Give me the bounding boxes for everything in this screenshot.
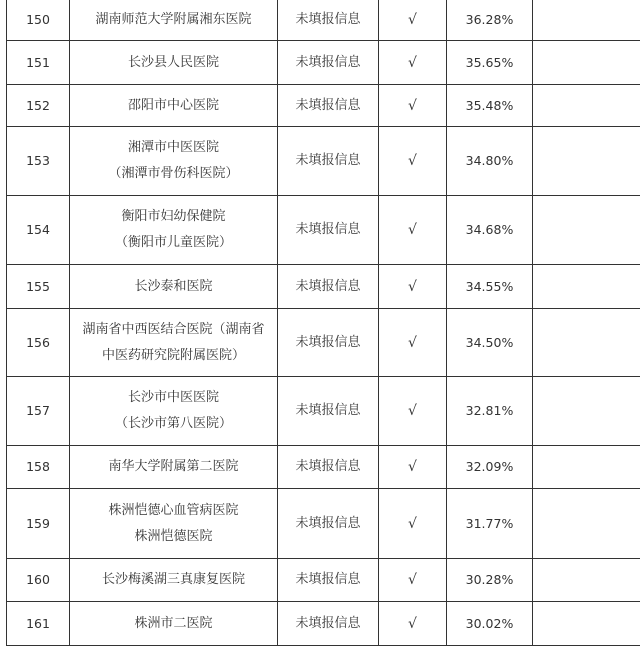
row-number: 155	[7, 265, 70, 309]
hospital-name	[70, 85, 278, 127]
check-mark: √	[379, 602, 447, 646]
percentage-value: 36.28%	[447, 0, 533, 41]
empty-cell	[533, 265, 640, 309]
report-status: 未填报信息	[278, 559, 379, 602]
empty-cell	[533, 0, 640, 41]
hospital-name	[70, 196, 278, 265]
empty-cell	[533, 602, 640, 646]
table-row	[7, 85, 640, 127]
table-row	[7, 602, 640, 646]
report-status: 未填报信息	[278, 265, 379, 309]
report-status: 未填报信息	[278, 602, 379, 646]
row-number: 160	[7, 559, 70, 602]
check-mark: √	[379, 196, 447, 265]
row-number: 150	[7, 0, 70, 41]
hospital-name-line: 南华大学附属第二医院	[108, 459, 239, 474]
empty-cell	[533, 559, 640, 602]
percentage-value: 30.28%	[447, 559, 533, 602]
check-mark: √	[379, 446, 447, 489]
report-status: 未填报信息	[278, 41, 379, 85]
hospital-name	[70, 265, 278, 309]
hospital-name-line: 长沙泰和医院	[134, 278, 213, 294]
report-status: 未填报信息	[278, 377, 379, 446]
hospital-name	[70, 41, 278, 85]
percentage-value: 31.77%	[447, 489, 533, 559]
table-row	[7, 0, 640, 41]
row-number: 158	[7, 446, 70, 489]
percentage-value: 35.65%	[447, 41, 533, 85]
empty-cell	[533, 309, 640, 377]
table-row	[7, 309, 640, 377]
empty-cell	[533, 446, 640, 489]
percentage-value: 34.80%	[447, 127, 533, 196]
percentage-value: 32.09%	[447, 446, 533, 489]
check-mark: √	[379, 85, 447, 127]
row-number: 154	[7, 196, 70, 265]
report-status: 未填报信息	[278, 489, 379, 559]
hospital-name-line: 湖南师范大学附属湘东医院	[95, 12, 252, 27]
report-status: 未填报信息	[278, 127, 379, 196]
table-row	[7, 265, 640, 309]
hospital-name-line: 长沙市中医医院	[127, 390, 219, 405]
percentage-value: 30.02%	[447, 602, 533, 646]
hospital-name	[70, 559, 278, 602]
row-number: 159	[7, 489, 70, 559]
hospital-table	[6, 0, 640, 646]
table-row	[7, 559, 640, 602]
check-mark: √	[379, 309, 447, 377]
table-row	[7, 377, 640, 446]
report-status: 未填报信息	[278, 85, 379, 127]
empty-cell	[533, 377, 640, 446]
row-number: 152	[7, 85, 70, 127]
row-number: 153	[7, 127, 70, 196]
hospital-name	[70, 489, 278, 559]
hospital-name-line: （衡阳市儿童医院）	[114, 235, 232, 250]
check-mark: √	[379, 41, 447, 85]
hospital-name-line: 株洲恺德医院	[134, 528, 213, 544]
hospital-name	[70, 309, 278, 377]
check-mark: √	[379, 559, 447, 602]
hospital-name	[70, 377, 278, 446]
empty-cell	[533, 196, 640, 265]
report-status: 未填报信息	[278, 446, 379, 489]
check-mark: √	[379, 0, 447, 41]
row-number: 156	[7, 309, 70, 377]
percentage-value: 34.50%	[447, 309, 533, 377]
hospital-name-line: 长沙县人民医院	[127, 54, 219, 70]
row-number: 161	[7, 602, 70, 646]
hospital-name-line: 邵阳市中心医院	[127, 97, 219, 113]
check-mark: √	[379, 265, 447, 309]
hospital-name-line: （长沙市第八医院）	[114, 416, 232, 431]
percentage-value: 35.48%	[447, 85, 533, 127]
report-status: 未填报信息	[278, 196, 379, 265]
hospital-name-line: （湘潭市骨伤科医院）	[108, 166, 239, 181]
table-row	[7, 489, 640, 559]
empty-cell	[533, 127, 640, 196]
table-row	[7, 446, 640, 489]
check-mark: √	[379, 127, 447, 196]
hospital-name	[70, 0, 278, 41]
empty-cell	[533, 85, 640, 127]
empty-cell	[533, 489, 640, 559]
hospital-name	[70, 446, 278, 489]
report-status: 未填报信息	[278, 0, 379, 41]
percentage-value: 34.55%	[447, 265, 533, 309]
percentage-value: 34.68%	[447, 196, 533, 265]
hospital-name-line: 中医药研究院附属医院）	[101, 347, 245, 363]
table-row	[7, 127, 640, 196]
row-number: 157	[7, 377, 70, 446]
hospital-name-line: 株洲恺德心血管病医院	[108, 502, 239, 518]
report-status: 未填报信息	[278, 309, 379, 377]
hospital-name	[70, 602, 278, 646]
hospital-name-line: 湘潭市中医医院	[127, 140, 219, 155]
empty-cell	[533, 41, 640, 85]
table-row	[7, 41, 640, 85]
hospital-name-line: 湖南省中西医结合医院（湖南省	[82, 321, 265, 337]
table-row	[7, 196, 640, 265]
hospital-name	[70, 127, 278, 196]
table-body	[7, 0, 640, 646]
hospital-name-line: 衡阳市妇幼保健院	[121, 209, 226, 224]
check-mark: √	[379, 377, 447, 446]
percentage-value: 32.81%	[447, 377, 533, 446]
hospital-name-line: 长沙梅溪湖三真康复医院	[101, 572, 245, 587]
hospital-name-line: 株洲市二医院	[134, 615, 213, 631]
row-number: 151	[7, 41, 70, 85]
check-mark: √	[379, 489, 447, 559]
